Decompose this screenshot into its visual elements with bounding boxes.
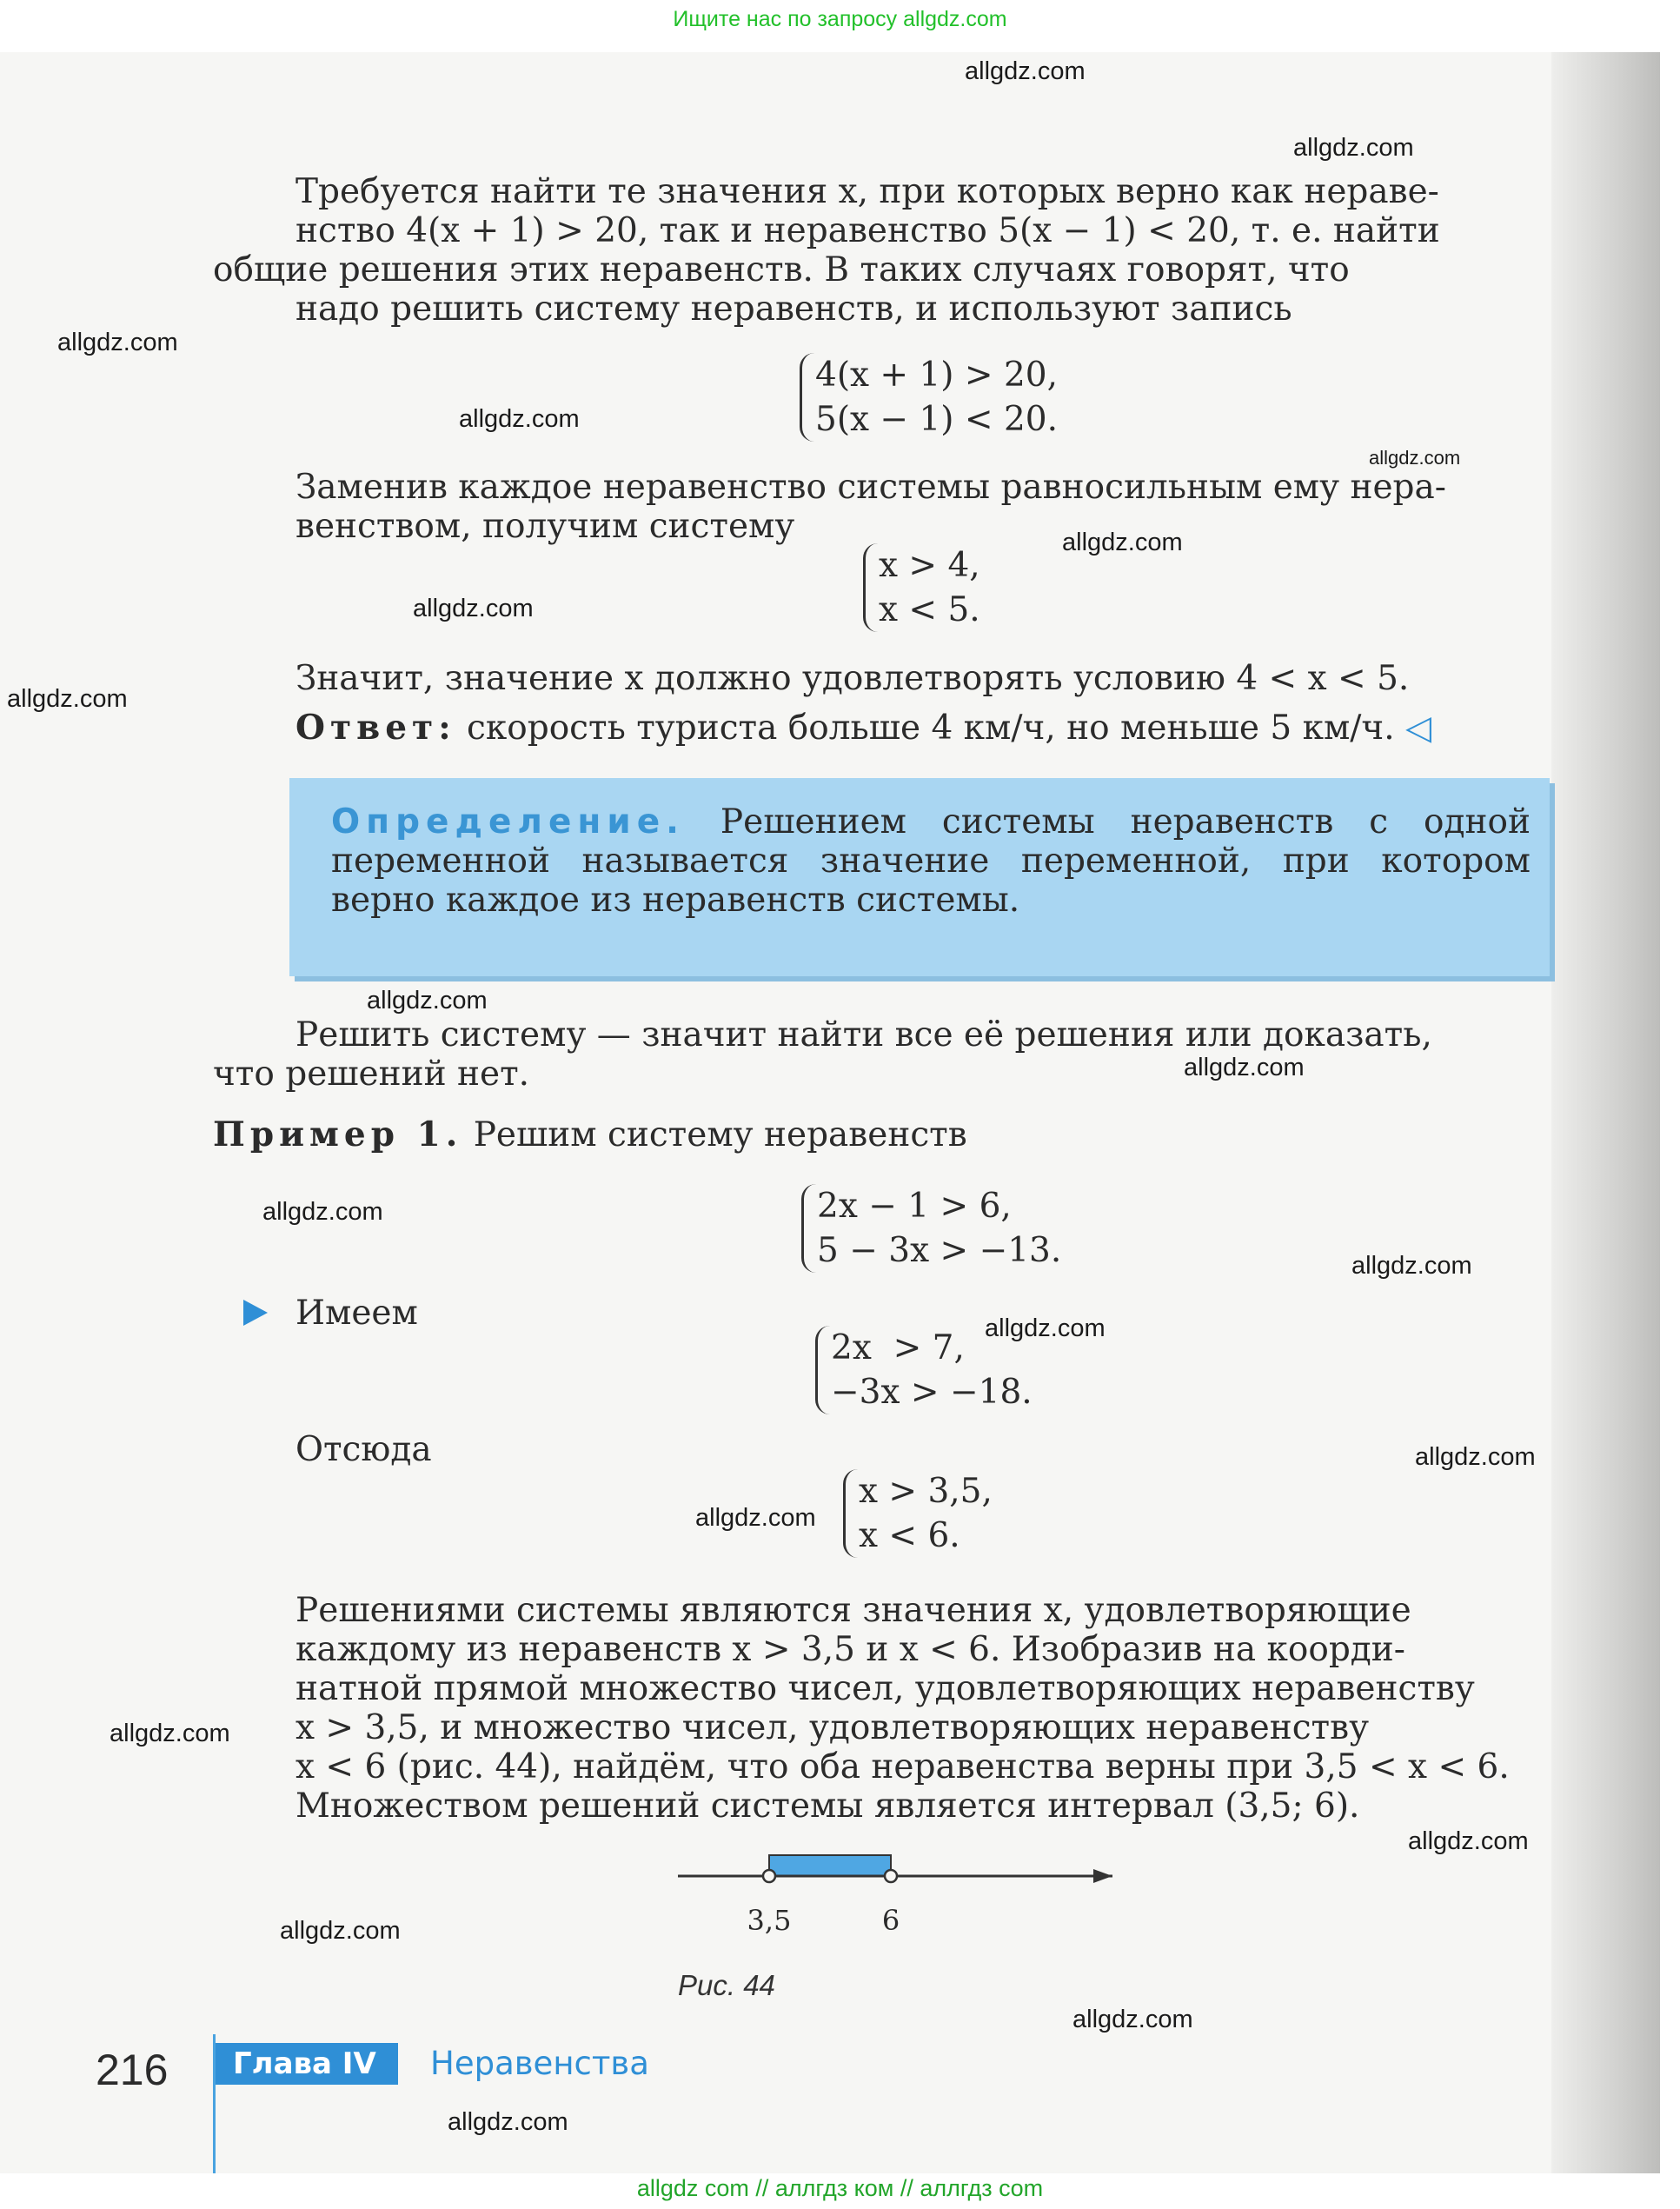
example-heading <box>213 1115 1551 1154</box>
top-banner[interactable]: Ищите нас по запросу allgdz.com <box>673 7 1007 31</box>
text-line: что решений нет. <box>213 1055 530 1094</box>
point-label: 3,5 <box>747 1904 792 1937</box>
text-line: натной прямой множество чисел, удовлетворяющих неравенству <box>295 1669 1475 1708</box>
system-line: 4(x + 1) > 20, <box>815 356 1059 395</box>
text-line: x > 3,5, и множество чисел, удовлетворяющих неравенству <box>295 1708 1370 1747</box>
definition-text: Решением системы неравенств с одной переменной называется значение переменной, при котором верно каждое из неравенств системы. <box>331 802 1531 920</box>
text-line: Отсюда <box>295 1430 432 1469</box>
watermark: allgdz.com <box>1415 1443 1536 1471</box>
number-line-figure <box>669 1850 1139 1954</box>
example-label: Пример 1. <box>213 1114 463 1154</box>
hence-text <box>295 1430 643 1469</box>
watermark: allgdz.com <box>57 329 178 356</box>
brace-icon <box>863 543 878 632</box>
watermark: allgdz.com <box>459 405 580 433</box>
bottom-banner[interactable]: allgdz com // аллгдз ком // аллгдз com <box>636 2175 1044 2201</box>
watermark: allgdz.com <box>367 987 488 1015</box>
system-2 <box>863 543 980 632</box>
watermark: allgdz.com <box>695 1504 816 1532</box>
solution-start-icon <box>243 1300 268 1326</box>
solve-paragraph <box>213 1015 1551 1094</box>
figure-caption: Рис. 44 <box>678 1969 775 2001</box>
text-line: венством, получим систему <box>295 507 795 546</box>
system-line: 5 − 3x > −13. <box>817 1231 1062 1270</box>
conclusion-text: Значит, значение x должно удовлетворять условию 4 < x < 5. <box>295 659 1410 698</box>
watermark: allgdz.com <box>965 57 1086 85</box>
watermark: allgdz.com <box>110 1720 230 1747</box>
watermark: allgdz.com <box>1369 447 1461 469</box>
watermark: allgdz.com <box>1062 529 1183 556</box>
solution-paragraph <box>213 1591 1551 1826</box>
definition-box <box>289 778 1550 976</box>
watermark: allgdz.com <box>1293 134 1414 162</box>
chapter-title: Неравенства <box>430 2045 649 2082</box>
example-text: Решим систему неравенств <box>473 1115 967 1154</box>
text-line: Множеством решений системы является интервал (3,5; 6). <box>295 1786 1360 1826</box>
system-line: x > 4, <box>879 546 980 585</box>
chapter-label: Глава IV <box>216 2043 398 2085</box>
system-1 <box>800 353 1058 442</box>
solution-interval <box>769 1855 891 1876</box>
system-3 <box>801 1184 1061 1273</box>
system-5 <box>843 1469 993 1558</box>
answer-label: Ответ: <box>295 708 456 748</box>
watermark: allgdz.com <box>1184 1054 1305 1081</box>
text-line: каждому из неравенств x > 3,5 и x < 6. Изобразив на коорди- <box>295 1630 1405 1669</box>
system-line: 2x > 7, <box>831 1328 965 1367</box>
system-line: 5(x − 1) < 20. <box>815 400 1059 439</box>
system-line: −3x > −18. <box>831 1373 1033 1412</box>
axis-arrow-icon <box>1093 1869 1112 1883</box>
system-line: x < 6. <box>859 1516 960 1555</box>
text-line: Заменив каждое неравенство системы равносильным ему нера- <box>295 468 1446 507</box>
text-line: x < 6 (рис. 44), найдём, что оба неравенства верны при 3,5 < x < 6. <box>295 1747 1510 1786</box>
brace-icon <box>800 353 814 442</box>
page-number: 216 <box>96 2046 169 2094</box>
intro-line: нство 4(x + 1) > 20, так и неравенство 5(x − 1) < 20, т. е. найти <box>295 211 1440 250</box>
page-edge <box>1551 52 1660 2173</box>
brace-icon <box>815 1326 830 1414</box>
conclusion-paragraph <box>213 659 1551 748</box>
watermark: allgdz.com <box>1072 2006 1193 2033</box>
intro-line: общие решения этих неравенств. В таких случаях говорят, что <box>213 250 1350 289</box>
text-line: Решениями системы являются значения x, удовлетворяющие <box>295 1591 1411 1630</box>
definition-label: Определение. <box>331 802 685 842</box>
intro-line: надо решить систему неравенств, и используют запись <box>295 289 1292 329</box>
watermark: allgdz.com <box>413 595 534 622</box>
answer-text: скорость туриста больше 4 км/ч, но меньше 5 км/ч. <box>467 709 1395 748</box>
watermark: allgdz.com <box>448 2108 568 2136</box>
system-line: x < 5. <box>879 590 980 629</box>
watermark: allgdz.com <box>1408 1827 1529 1855</box>
end-of-solution-icon: ◁ <box>1405 709 1432 748</box>
text-line: Решить систему — значит найти все её решения или доказать, <box>295 1015 1432 1055</box>
text-line: Имеем <box>295 1294 418 1333</box>
system-4 <box>815 1326 1033 1414</box>
replace-paragraph <box>213 468 1551 546</box>
intro-paragraph <box>213 172 1551 329</box>
watermark: allgdz.com <box>7 685 128 713</box>
system-line: x > 3,5, <box>859 1472 993 1511</box>
point-label: 6 <box>881 1904 900 1937</box>
brace-icon <box>843 1469 858 1558</box>
watermark: allgdz.com <box>280 1917 401 1945</box>
watermark: allgdz.com <box>985 1314 1106 1342</box>
intro-line: Требуется найти те значения x, при которых верно как нераве- <box>295 172 1439 211</box>
open-point <box>885 1870 897 1882</box>
watermark: allgdz.com <box>1351 1252 1472 1280</box>
system-line: 2x − 1 > 6, <box>817 1187 1012 1226</box>
brace-icon <box>801 1184 816 1273</box>
have-text <box>295 1294 643 1333</box>
open-point <box>763 1870 775 1882</box>
watermark: allgdz.com <box>262 1198 383 1226</box>
